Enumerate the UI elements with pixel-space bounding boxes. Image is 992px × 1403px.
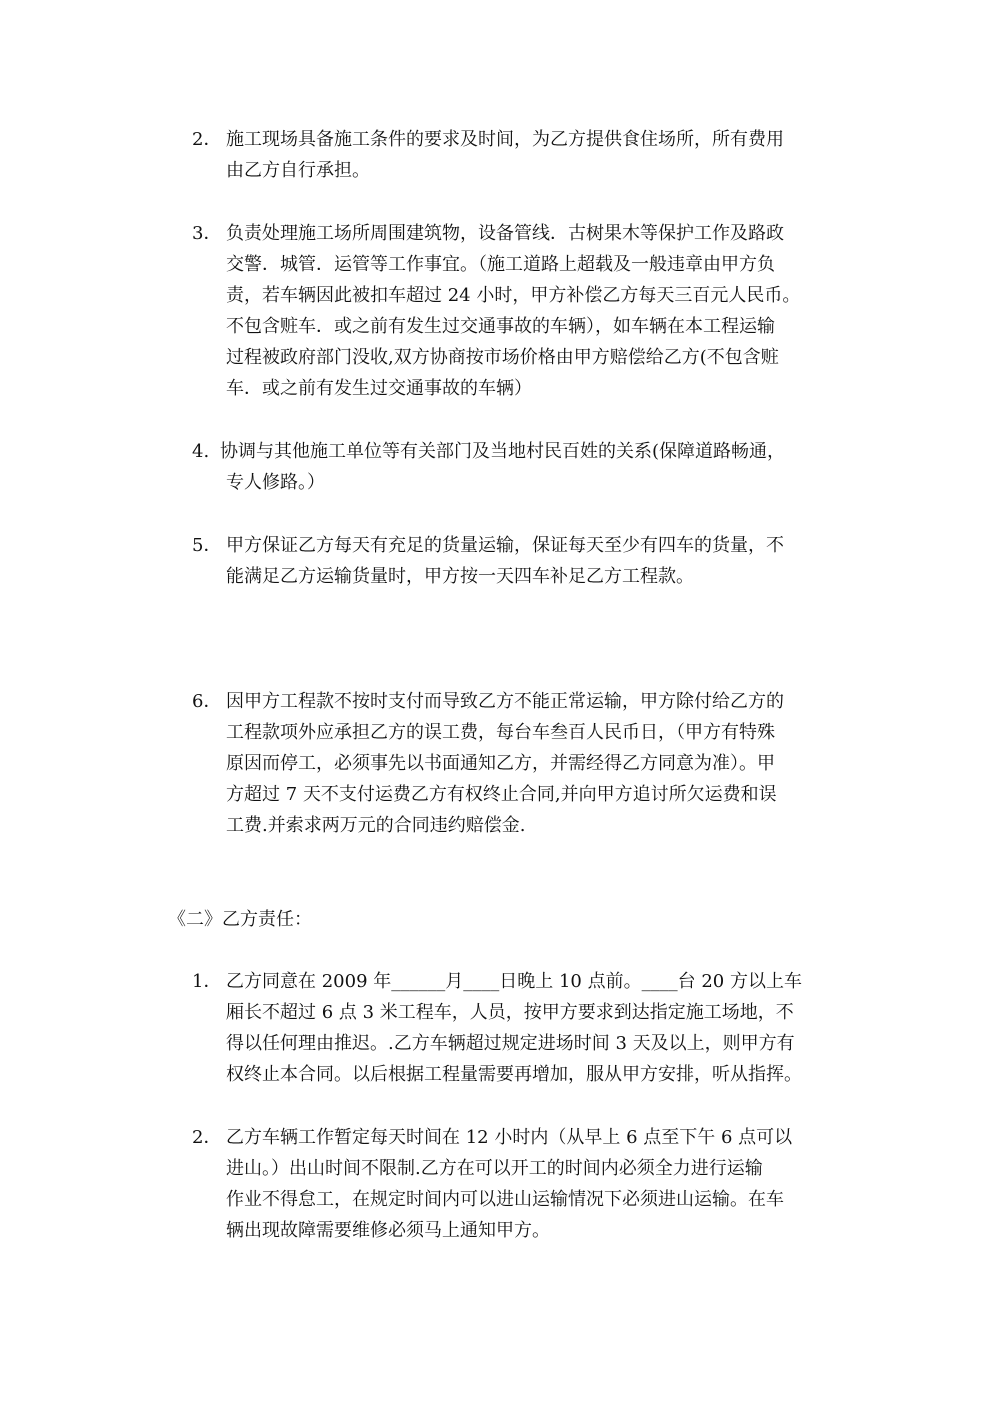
clause-a-4 [192,436,852,498]
clause-line: 由乙方自行承担。 [226,160,370,181]
clause-number: 5． [192,535,222,556]
clause-line: 能满足乙方运输货量时，甲方按一天四车补足乙方工程款。 [226,566,694,587]
clause-line: 施工现场具备施工条件的要求及时间，为乙方提供食住场所，所有费用 [226,129,784,150]
clause-line: 不包含赃车．或之前有发生过交通事故的车辆），如车辆在本工程运输 [226,316,775,337]
clause-line: 权终止本合同。以后根据工程量需要再增加，服从甲方安排，听从指挥。 [226,1064,802,1085]
clause-line: 原因而停工，必须事先以书面通知乙方，并需经得乙方同意为准）。甲 [226,753,775,774]
clause-line: 专人修路。） [226,472,325,493]
clause-line: 车．或之前有发生过交通事故的车辆） [226,378,532,399]
clause-line: 厢长不超过 6 点 3 米工程车，人员，按甲方要求到达指定施工场地，不 [226,1002,794,1023]
clause-number: 4. [192,441,210,462]
clause-line: 协调与其他施工单位等有关部门及当地村民百姓的关系(保障道路畅通， [220,441,786,462]
clause-number: 3． [192,223,222,244]
clause-number: 1． [192,971,222,992]
clause-line: 方超过 7 天不支付运费乙方有权终止合同,并向甲方追讨所欠运费和误 [226,784,777,805]
clause-number: 2． [192,1127,222,1148]
clause-line: 责，若车辆因此被扣车超过 24 小时，甲方补偿乙方每天三百元人民币。 [226,285,801,306]
clause-line: 甲方保证乙方每天有充足的货量运输，保证每天至少有四车的货量，不 [226,535,784,556]
clause-b-1 [192,966,852,1090]
clause-number: 6． [192,691,222,712]
section-heading: 《二》乙方责任： [168,909,312,930]
clause-line: 乙方同意在 2009 年______月____日晚上 10 点前。____台 20 方以上车 [226,971,802,992]
clause-a-3 [192,218,852,404]
clause-line: 进山。）出山时间不限制.乙方在可以开工的时间内必须全力进行运输 [226,1158,763,1179]
clause-number: 2． [192,129,222,150]
clause-line: 因甲方工程款不按时支付而导致乙方不能正常运输，甲方除付给乙方的 [226,691,784,712]
clause-line: 负责处理施工场所周围建筑物，设备管线．古树果木等保护工作及路政 [226,223,784,244]
clause-a-2 [192,124,852,186]
clause-line: 工费.并索求两万元的合同违约赔偿金. [226,815,526,836]
clause-line: 工程款项外应承担乙方的误工费，每台车叁百人民币日，（甲方有特殊 [226,722,775,743]
clause-line: 辆出现故障需要维修必须马上通知甲方。 [226,1220,550,1241]
clause-line: 交警．城管．运管等工作事宜。（施工道路上超载及一般违章由甲方负 [226,254,775,275]
clause-a-6 [192,686,852,841]
clause-line: 得以任何理由推迟。.乙方车辆超过规定进场时间 3 天及以上，则甲方有 [226,1033,795,1054]
clause-b-2 [192,1122,852,1246]
clause-a-5 [192,530,852,592]
clause-line: 作业不得怠工，在规定时间内可以进山运输情况下必须进山运输。在车 [226,1189,784,1210]
clause-line: 过程被政府部门没收,双方协商按市场价格由甲方赔偿给乙方(不包含赃 [226,347,779,368]
clause-line: 乙方车辆工作暂定每天时间在 12 小时内（从早上 6 点至下午 6 点可以 [226,1127,793,1148]
